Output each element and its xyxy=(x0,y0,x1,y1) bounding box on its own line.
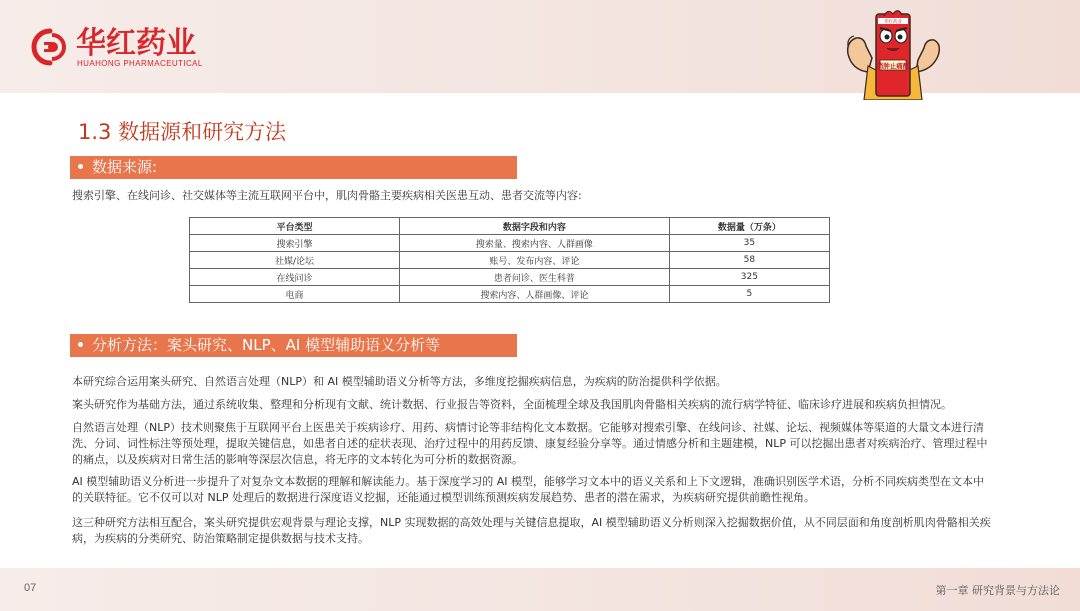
footer-band xyxy=(0,568,1080,611)
data-source-table xyxy=(189,217,830,303)
table-header-cell: 平台类型 xyxy=(190,218,400,235)
methods-paragraph-summary: 这三种研究方法相互配合，案头研究提供宏观背景与理论支撑，NLP 实现数据的高效处理与关键信息提取，AI 模型辅助语义分析则深入挖掘数据价值，从不同层面和角度剖析肌肉骨骼相关疾病，为疾病的分类研究、防治策略制定提供数据与技术支持。 xyxy=(72,516,991,545)
chapter-label: 第一章 研究背景与方法论 xyxy=(935,584,1060,597)
methods-paragraph-nlp: 自然语言处理（NLP）技术则聚焦于互联网平台上医患关于疾病诊疗、用药、病情讨论等非结构化文本数据。它能够对搜索引擎、在线问诊、社媒、论坛、视频媒体等渠道的大量文本进行清洗、分词、词性标注等预处理，提取关键信息，如患者自述的症状表现、治疗过程中的用药反馈、康复经验分享等。通过情感分析和主题建模，NLP 可以挖掘出患者对疾病治疗、管理过程中的痛点，以及疾病对日常生活的影响等深层次信息，将无序的文本转化为可分析的数据资源。 xyxy=(72,421,988,466)
section-heading-data-source xyxy=(70,156,517,179)
section-heading-text: 分析方法：案头研究、NLP、AI 模型辅助语义分析等 xyxy=(92,336,441,354)
methods-paragraph-desk-research: 案头研究作为基础方法，通过系统收集、整理和分析现有文献、统计数据、行业报告等资料，全面梳理全球及我国肌肉骨骼相关疾病的流行病学特征、临床诊疗进展和疾病负担情况。 xyxy=(72,398,952,411)
mascot-brand-text: 华红药业 xyxy=(884,20,902,25)
table-cell: 电商 xyxy=(190,286,400,303)
logo-chinese-name: 华红药业 xyxy=(76,26,196,61)
table-cell: 在线问诊 xyxy=(190,269,400,286)
page-title: 1.3 数据源和研究方法 xyxy=(78,120,287,144)
table-row xyxy=(190,269,830,286)
page-number: 07 xyxy=(24,582,37,594)
table-cell: 账号、发布内容、评论 xyxy=(399,252,669,269)
table-header-cell: 数据字段和内容 xyxy=(399,218,669,235)
table-row xyxy=(190,252,830,269)
table-cell: 58 xyxy=(669,252,829,269)
bullet-dot xyxy=(78,164,83,169)
table-row xyxy=(190,235,830,252)
section-heading-methods xyxy=(70,334,517,357)
data-source-intro: 搜索引擎、在线问诊、社交媒体等主流互联网平台中，肌肉骨骼主要疾病相关医患互动、患者交流等内容: xyxy=(72,189,582,202)
table-header-cell: 数据量（万条） xyxy=(669,218,829,235)
table-cell: 社媒/论坛 xyxy=(190,252,400,269)
section-heading-text: 数据来源: xyxy=(92,158,158,176)
table-cell: 35 xyxy=(669,235,829,252)
table-cell: 搜索内容、人群画像、评论 xyxy=(399,286,669,303)
table-cell: 搜索量、搜索内容、人群画像 xyxy=(399,235,669,252)
methods-paragraph-overview: 本研究综合运用案头研究、自然语言处理（NLP）和 AI 模型辅助语义分析等方法，多维度挖掘疾病信息，为疾病的防治提供科学依据。 xyxy=(72,375,727,388)
table-header-row xyxy=(190,218,830,235)
methods-paragraph-ai-model: AI 模型辅助语义分析进一步提升了对复杂文本数据的理解和解读能力。基于深度学习的 AI 模型，能够学习文本中的语义关系和上下文逻辑，准确识别医学术语，分析不同疾病类型在文本中的关联特征。它不仅可以对 NLP 处理后的数据进行深度语义挖掘，还能通过模型训练预测疾病发展趋势、患者的潜在需求，为疾病研究提供前瞻性视角。 xyxy=(72,475,985,504)
table-cell: 搜索引擎 xyxy=(190,235,400,252)
table-row xyxy=(190,286,830,303)
mascot-icon xyxy=(838,10,950,100)
table-cell: 患者问诊、医生科普 xyxy=(399,269,669,286)
bullet-dot xyxy=(78,342,83,347)
table-cell: 325 xyxy=(669,269,829,286)
table-cell: 5 xyxy=(669,286,829,303)
mascot-product-text: 消肿止痛酊 xyxy=(876,62,910,70)
logo-english-name: HUAHONG PHARMACEUTICAL xyxy=(77,59,203,68)
company-logo-icon xyxy=(30,27,74,67)
